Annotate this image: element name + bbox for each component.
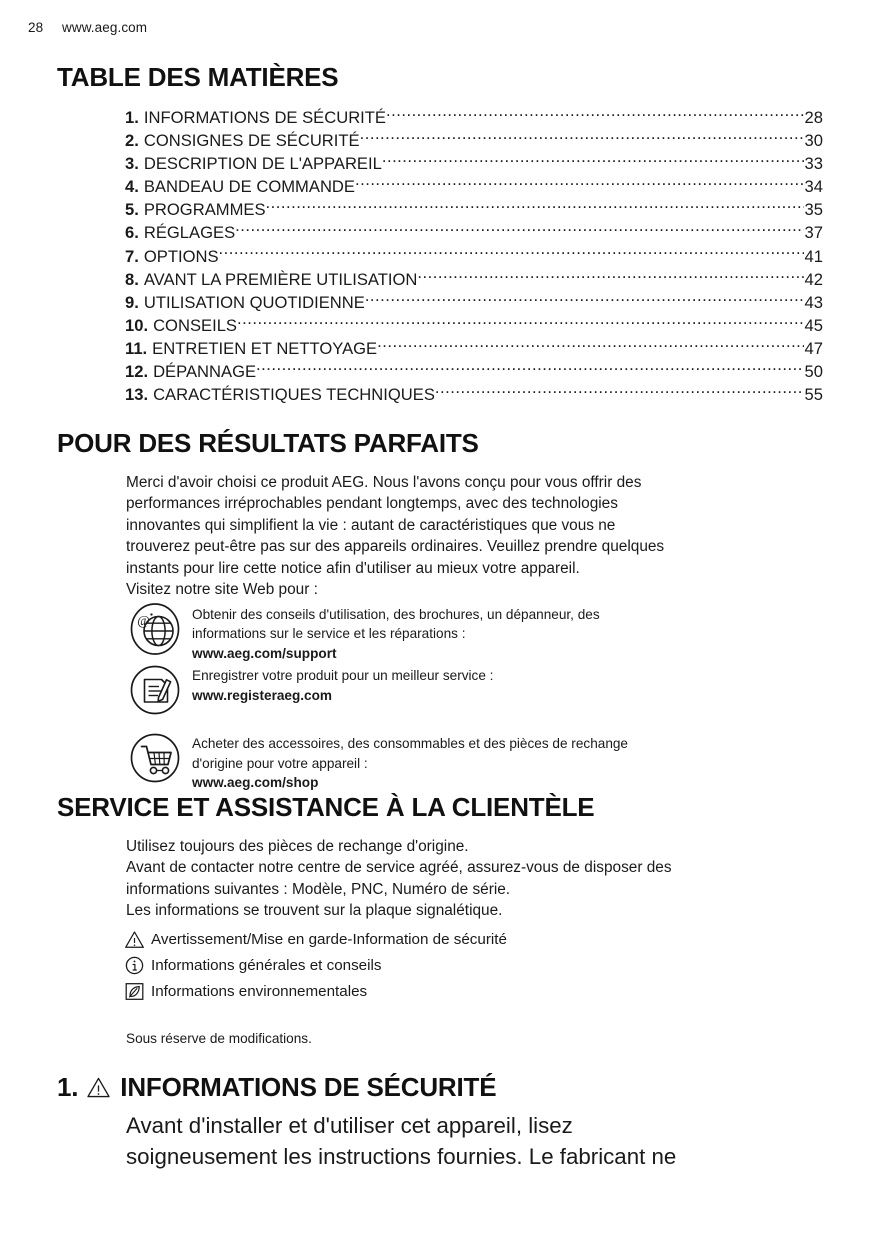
shopping-cart-icon xyxy=(128,731,182,785)
toc-entry-title: INFORMATIONS DE SÉCURITÉ xyxy=(143,108,387,127)
legend-row-warning xyxy=(124,926,507,952)
toc-entry-page: 42 xyxy=(804,269,823,289)
warning-triangle-icon xyxy=(86,1076,111,1099)
toc-heading: TABLE DES MATIÈRES xyxy=(57,62,339,92)
paragraph-line: performances irréprochables pendant longtemps, avec des technologies xyxy=(126,495,618,513)
toc-entry[interactable] xyxy=(125,129,823,152)
paragraph-line: instants pour lire cette notice afin d'utiliser au mieux votre appareil. xyxy=(126,559,580,577)
page-number: 28 xyxy=(28,20,44,35)
toc-entry-title: RÉGLAGES xyxy=(143,223,236,243)
service-text-register xyxy=(192,663,828,705)
toc-entry[interactable] xyxy=(125,152,823,175)
toc-entry-number: 9. xyxy=(125,292,139,312)
support-url[interactable]: www.aeg.com/support xyxy=(192,645,337,661)
toc-dot-leader xyxy=(435,384,804,401)
warning-triangle-icon xyxy=(124,930,145,949)
service-text-support xyxy=(192,602,828,663)
toc-entry-title: DESCRIPTION DE L'APPAREIL xyxy=(143,154,382,174)
globe-at-icon xyxy=(128,602,182,656)
shop-url[interactable]: www.aeg.com/shop xyxy=(192,775,319,791)
paragraph-line: Avant de contacter notre centre de service agréé, assurez-vous de disposer des xyxy=(126,859,672,877)
toc-entry[interactable] xyxy=(125,360,823,383)
toc-entry-page: 35 xyxy=(804,200,823,220)
service-text-shop xyxy=(192,731,828,792)
toc-dot-leader xyxy=(360,130,804,147)
page-header xyxy=(28,20,147,35)
toc-entry-page: 34 xyxy=(804,177,823,197)
web-services-list xyxy=(128,602,828,792)
chapter-title: INFORMATIONS DE SÉCURITÉ xyxy=(120,1072,497,1102)
toc-entry-number: 3. xyxy=(125,154,139,174)
paragraph-line: Visitez notre site Web pour : xyxy=(126,581,318,599)
legend-label: Informations générales et conseils xyxy=(151,956,382,974)
toc-entry-number: 4. xyxy=(125,177,139,197)
paragraph-line: Avant d'installer et d'utiliser cet appareil, lisez xyxy=(126,1113,573,1138)
toc-entry-page: 43 xyxy=(804,292,823,312)
paragraph-line: innovantes qui simplifient la vie : autant de caractéristiques que vous ne xyxy=(126,516,616,534)
service-support-heading: SERVICE ET ASSISTANCE À LA CLIENTÈLE xyxy=(57,792,595,822)
disclaimer-text: Sous réserve de modifications. xyxy=(126,1031,312,1046)
toc-entry-number: 10. xyxy=(125,315,149,335)
toc-entry[interactable] xyxy=(125,221,823,244)
toc-entry-title: DÉPANNAGE xyxy=(153,362,257,382)
legend-label: Avertissement/Mise en garde-Information de sécurité xyxy=(151,930,507,948)
leaf-square-icon xyxy=(124,982,145,1001)
toc-entry-number: 8. xyxy=(125,269,139,289)
toc-dot-leader xyxy=(365,291,804,308)
toc-dot-leader xyxy=(386,106,804,123)
service-support-paragraph xyxy=(126,836,672,922)
toc-entry[interactable] xyxy=(125,337,823,360)
service-line: Acheter des accessoires, des consommables et des pièces de rechange xyxy=(192,736,628,752)
toc-entry-title: CONSIGNES DE SÉCURITÉ xyxy=(143,131,360,151)
toc-entry-title: AVANT LA PREMIÈRE UTILISATION xyxy=(143,269,418,289)
service-row-shop xyxy=(128,731,828,792)
toc-entry-number: 6. xyxy=(125,223,139,243)
toc-entry-number: 13. xyxy=(125,385,149,405)
register-url[interactable]: www.registeraeg.com xyxy=(192,687,333,703)
document-pen-icon xyxy=(128,663,182,717)
results-paragraph xyxy=(126,472,664,600)
legend-label: Informations environnementales xyxy=(151,982,368,1000)
toc-dot-leader xyxy=(237,314,804,331)
service-row-support xyxy=(128,602,828,663)
service-line: informations sur le service et les réparations : xyxy=(192,626,466,642)
results-heading: POUR DES RÉSULTATS PARFAITS xyxy=(57,428,479,458)
toc-entry-title: CONSEILS xyxy=(153,315,237,335)
chapter-heading xyxy=(57,1072,496,1103)
svg-text:@: @ xyxy=(137,613,150,628)
toc-entry-number: 12. xyxy=(125,362,149,382)
service-row-register xyxy=(128,663,828,717)
info-circle-icon xyxy=(124,956,145,975)
paragraph-line: trouverez peut-être pas sur des appareils ordinaires. Veuillez prendre quelques xyxy=(126,538,665,556)
paragraph-line: Merci d'avoir choisi ce produit AEG. Nous l'avons conçu pour vous offrir des xyxy=(126,474,642,491)
toc-entry-page: 37 xyxy=(804,223,823,243)
toc-dot-leader xyxy=(382,153,804,170)
paragraph-line: informations suivantes : Modèle, PNC, Numéro de série. xyxy=(126,880,511,898)
toc-entry-page: 28 xyxy=(804,108,823,127)
service-line: Obtenir des conseils d'utilisation, des brochures, un dépanneur, des xyxy=(192,607,600,622)
toc-dot-leader xyxy=(355,176,804,193)
toc-entry-number: 2. xyxy=(125,131,139,151)
toc-entry[interactable] xyxy=(125,106,823,129)
toc-entry-title: PROGRAMMES xyxy=(143,200,266,220)
paragraph-line: Utilisez toujours des pièces de rechange d'origine. xyxy=(126,838,469,855)
toc-dot-leader xyxy=(256,360,803,377)
toc-entry-page: 47 xyxy=(804,338,823,358)
toc-entry-page: 41 xyxy=(804,246,823,266)
toc-entry-title: OPTIONS xyxy=(143,246,219,266)
legend-row-environment xyxy=(124,978,507,1004)
symbol-legend xyxy=(124,926,507,1004)
toc-entry-title: ENTRETIEN ET NETTOYAGE xyxy=(152,338,378,358)
chapter-number: 1. xyxy=(57,1072,79,1102)
toc-entry[interactable] xyxy=(125,175,823,198)
toc-entry-title: CARACTÉRISTIQUES TECHNIQUES xyxy=(153,385,435,405)
toc-entry-number: 5. xyxy=(125,200,139,220)
toc-dot-leader xyxy=(235,222,803,239)
toc-entry-page: 45 xyxy=(804,315,823,335)
toc-entry-number: 7. xyxy=(125,246,139,266)
toc-entry-number: 11. xyxy=(125,338,148,358)
legend-row-info xyxy=(124,952,507,978)
toc-entry[interactable] xyxy=(125,314,823,337)
toc-dot-leader xyxy=(219,245,804,262)
toc-entry-title: UTILISATION QUOTIDIENNE xyxy=(143,292,365,312)
toc-entry-page: 55 xyxy=(804,385,823,405)
toc-entry[interactable] xyxy=(125,198,823,221)
service-line: Enregistrer votre produit pour un meilleur service : xyxy=(192,668,494,684)
paragraph-line: Les informations se trouvent sur la plaque signalétique. xyxy=(126,902,503,920)
toc-entry[interactable] xyxy=(125,383,823,406)
header-website: www.aeg.com xyxy=(62,20,148,35)
toc-entry-page: 50 xyxy=(804,362,823,382)
toc-dot-leader xyxy=(266,199,804,216)
toc-entry-number: 1. xyxy=(125,108,139,127)
table-of-contents xyxy=(125,106,823,406)
safety-body-text xyxy=(126,1110,832,1172)
service-line: d'origine pour votre appareil : xyxy=(192,755,368,771)
toc-entry[interactable] xyxy=(125,291,823,314)
toc-entry[interactable] xyxy=(125,245,823,268)
toc-dot-leader xyxy=(417,268,803,285)
paragraph-line: soigneusement les instructions fournies. Le fabricant ne xyxy=(126,1144,677,1169)
toc-entry-title: BANDEAU DE COMMANDE xyxy=(143,177,355,197)
toc-entry-page: 30 xyxy=(804,131,823,151)
toc-entry[interactable] xyxy=(125,268,823,291)
toc-entry-page: 33 xyxy=(804,154,823,174)
toc-dot-leader xyxy=(377,337,803,354)
